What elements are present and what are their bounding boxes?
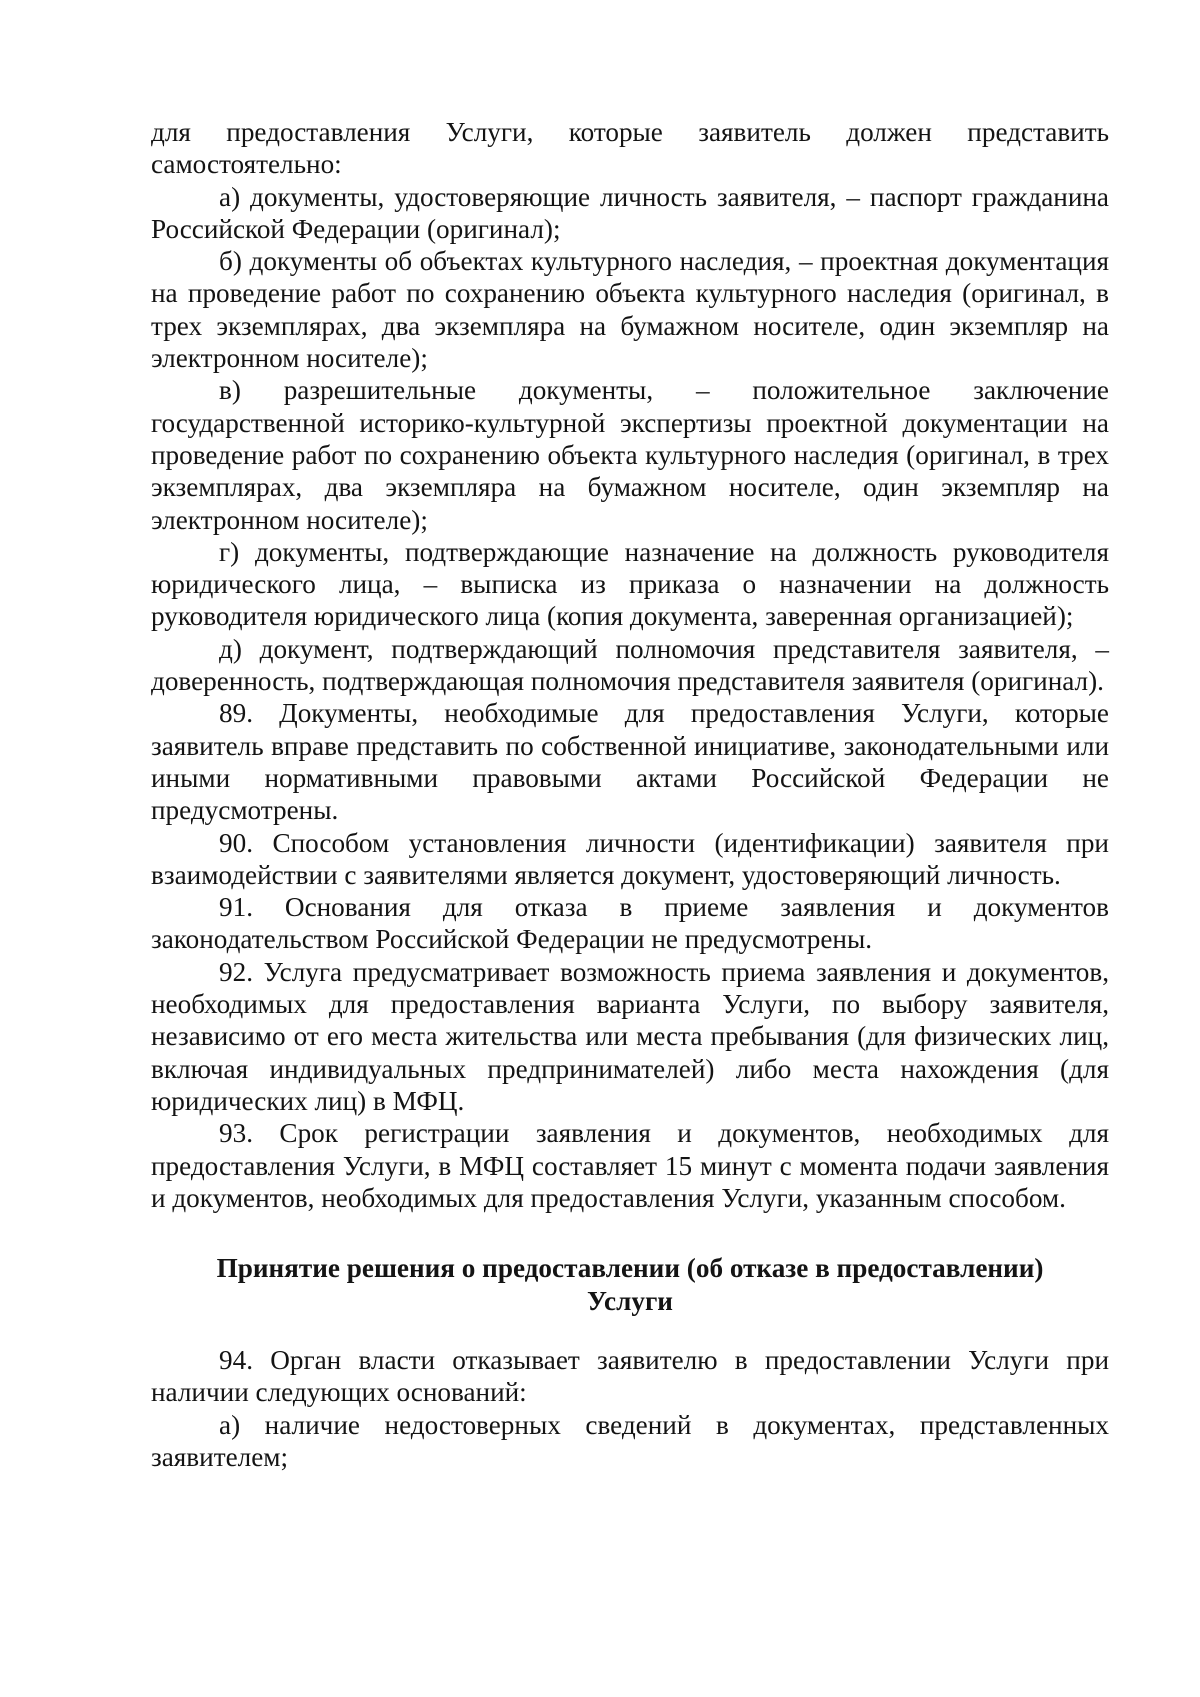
paragraph-94: 94. Орган власти отказывает заявителю в предоставлении Услуги при наличии следующих оснований: (151, 1345, 1109, 1408)
paragraph-89: 89. Документы, необходимые для предоставления Услуги, которые заявитель вправе представить по собственной инициативе, законодательными или иными нормативными правовыми актами Российской Федерации не предусмотрены. (151, 698, 1109, 826)
paragraph-92: 92. Услуга предусматривает возможность приема заявления и документов, необходимых для предоставления варианта Услуги, по выбору заявителя, независимо от его места жительства или места пребывания (для физических лиц, включая индивидуальных предпринимателей) либо места нахождения (для юридических лиц) в МФЦ. (151, 956, 1109, 1116)
paragraph-91: 91. Основания для отказа в приеме заявления и документов законодательством Российской Федерации не предусмотрены. (151, 892, 1109, 955)
paragraph-93: 93. Срок регистрации заявления и документов, необходимых для предоставления Услуги, в МФЦ составляет 15 минут с момента подачи заявления и документов, необходимых для предоставления Услуги, указанным способом. (151, 1118, 1109, 1213)
paragraph-90: 90. Способом установления личности (идентификации) заявителя при взаимодействии с заявителями является документ, удостоверяющий личность. (151, 827, 1109, 890)
list-item-a: а) документы, удостоверяющие личность заявителя, – паспорт гражданина Российской Федерации (оригинал); (151, 181, 1109, 244)
list-item-94a: а) наличие недостоверных сведений в документах, представленных заявителем; (151, 1409, 1109, 1472)
list-item-d: д) документ, подтверждающий полномочия представителя заявителя, – доверенность, подтверждающая полномочия представителя заявителя (оригинал). (151, 633, 1109, 697)
list-item-g: г) документы, подтверждающие назначение на должность руководителя юридического лица, – выписка из приказа о назначении на должность руководителя юридического лица (копия документа, заверенная организацией); (151, 536, 1109, 632)
section-heading-line2: Услуги (587, 1286, 673, 1317)
section-heading-line1: Принятие решения о предоставлении (об отказе в предоставлении) (216, 1253, 1044, 1284)
section-heading (151, 1252, 1109, 1318)
list-item-b: б) документы об объектах культурного наследия, – проектная документация на проведение работ по сохранению объекта культурного наследия (оригинал, в трех экземплярах, два экземпляра на бумажном носителе, один экземпляр на электронном носителе); (151, 246, 1109, 374)
paragraph-intro: для предоставления Услуги, которые заявитель должен представить самостоятельно: (151, 117, 1109, 180)
list-item-v: в) разрешительные документы, – положительное заключение государственной историко-культурной экспертизы проектной документации на проведение работ по сохранению объекта культурного наследия (оригинал, в трех экземплярах, два экземпляра на бумажном носителе, один экземпляр на электронном носителе); (151, 375, 1109, 535)
document-body (151, 116, 1109, 1473)
